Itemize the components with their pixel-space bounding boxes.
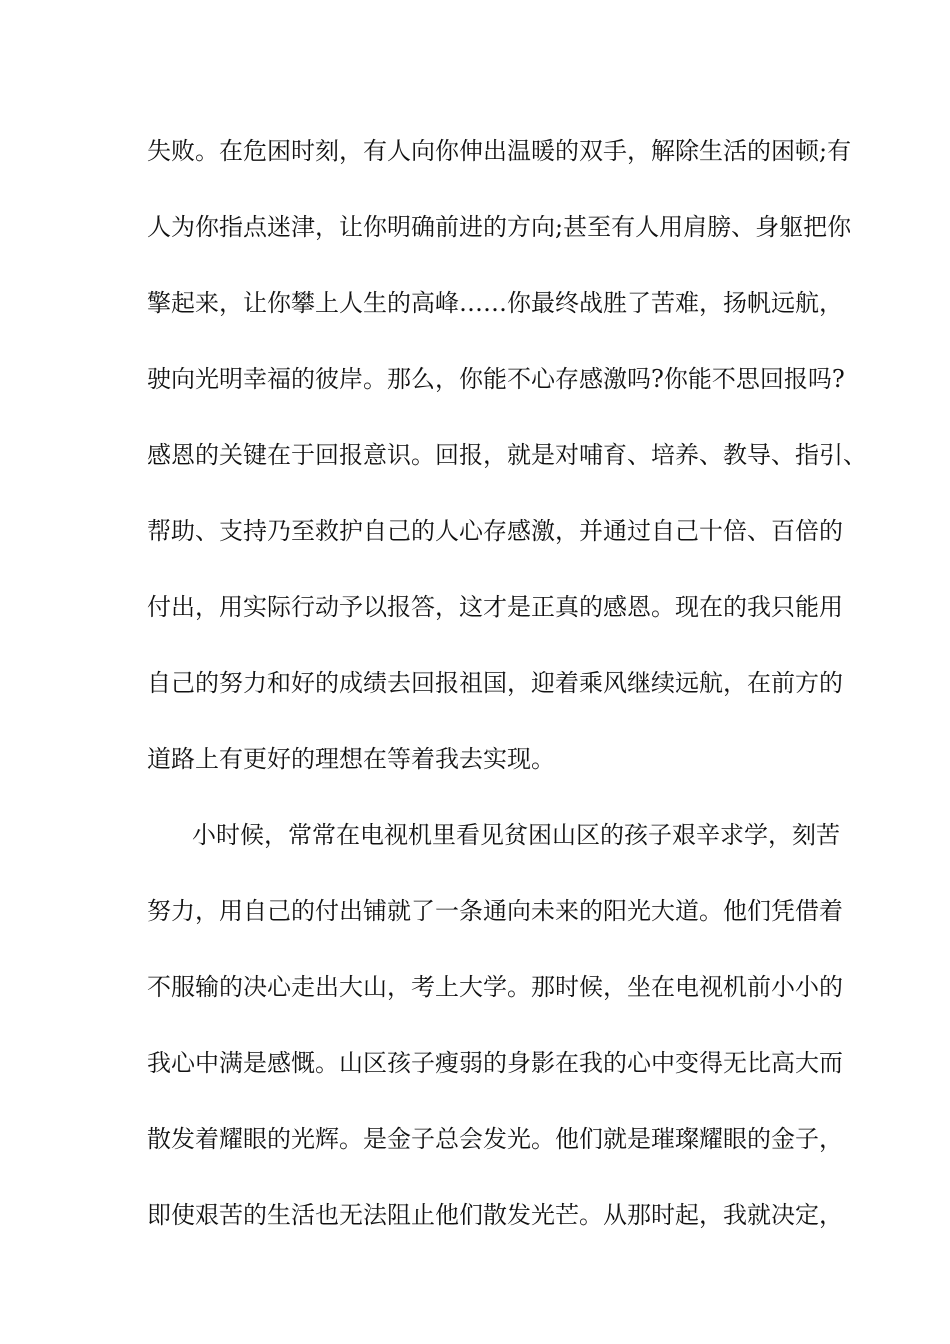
text-line: 付出，用实际行动予以报答，这才是正真的感恩。现在的我只能用 bbox=[147, 593, 843, 621]
text-line: 帮助、支持乃至救护自己的人心存感激，并通过自己十倍、百倍的 bbox=[147, 517, 843, 545]
text-line: 失败。在危困时刻，有人向你伸出温暖的双手，解除生活的困顿;有 bbox=[147, 137, 852, 165]
text-line: 道路上有更好的理想在等着我去实现。 bbox=[147, 745, 555, 773]
text-line: 人为你指点迷津，让你明确前进的方向;甚至有人用肩膀、身躯把你 bbox=[147, 213, 852, 241]
text-line: 努力，用自己的付出铺就了一条通向未来的阳光大道。他们凭借着 bbox=[147, 897, 843, 925]
text-line: 我心中满是感慨。山区孩子瘦弱的身影在我的心中变得无比高大而 bbox=[147, 1049, 843, 1077]
text-line: 自己的努力和好的成绩去回报祖国，迎着乘风继续远航，在前方的 bbox=[147, 669, 843, 697]
text-line: 即使艰苦的生活也无法阻止他们散发光芒。从那时起，我就决定， bbox=[147, 1201, 843, 1229]
text-line: 散发着耀眼的光辉。是金子总会发光。他们就是璀璨耀眼的金子， bbox=[147, 1125, 843, 1153]
text-line: 不服输的决心走出大山，考上大学。那时候，坐在电视机前小小的 bbox=[147, 973, 843, 1001]
text-line: 擎起来，让你攀上人生的高峰……你最终战胜了苦难，扬帆远航， bbox=[147, 289, 843, 317]
paragraph-first-line: 小时候，常常在电视机里看见贫困山区的孩子艰辛求学，刻苦 bbox=[192, 821, 840, 849]
text-line: 感恩的关键在于回报意识。回报，就是对哺育、培养、教导、指引、 bbox=[147, 441, 867, 469]
text-line: 驶向光明幸福的彼岸。那么，你能不心存感激吗?你能不思回报吗? bbox=[147, 365, 845, 393]
